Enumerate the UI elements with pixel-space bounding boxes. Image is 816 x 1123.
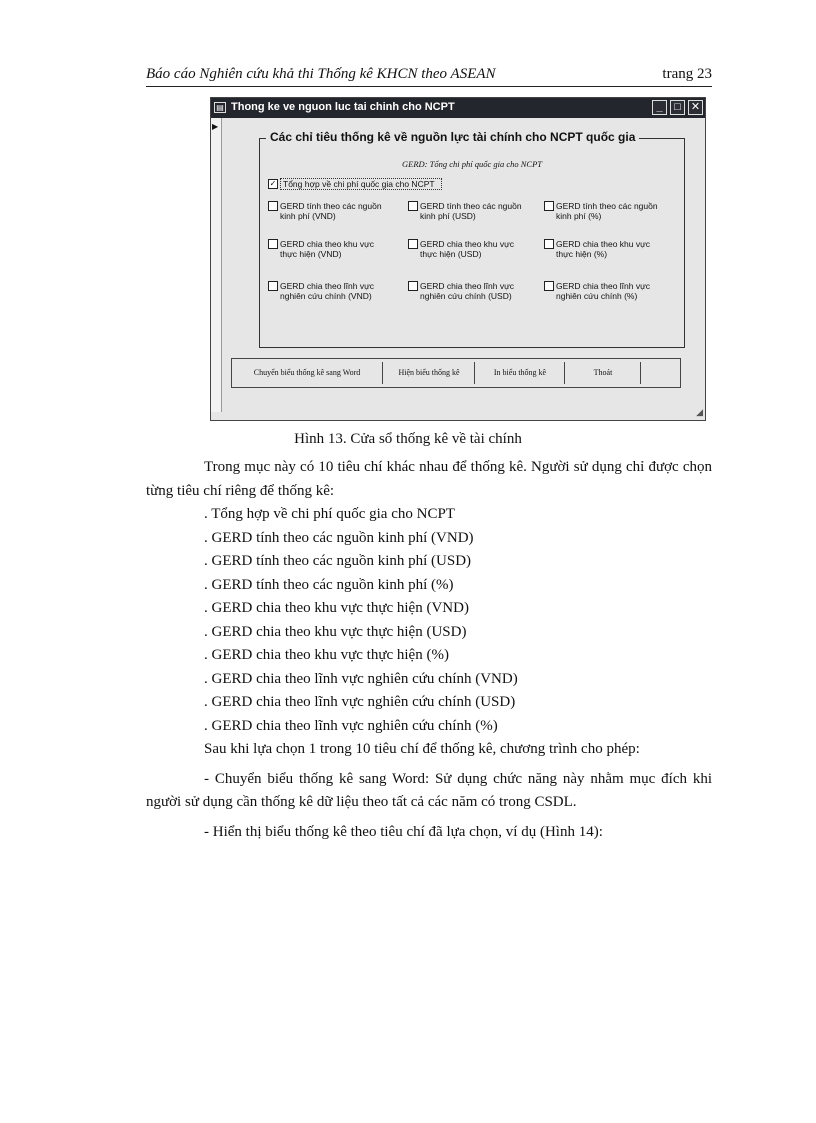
exit-button[interactable]: Thoát	[564, 362, 641, 384]
checkbox-icon[interactable]	[268, 239, 278, 249]
criteria-item: . GERD chia theo khu vực thực hiện (VND)	[204, 600, 469, 616]
minimize-button[interactable]: _	[652, 100, 667, 115]
option-checkbox[interactable]	[544, 281, 662, 321]
option-checkbox[interactable]	[544, 201, 662, 231]
export-word-button[interactable]: Chuyển biểu thống kê sang Word	[253, 368, 361, 377]
checkbox-label: GERD chia theo khu vực thực hiện (VND)	[280, 239, 375, 259]
maximize-button[interactable]: □	[670, 100, 685, 115]
option-checkbox[interactable]	[408, 239, 526, 269]
checkbox-icon[interactable]	[544, 281, 554, 291]
criteria-item: . GERD tính theo các nguồn kinh phí (USD)	[204, 553, 472, 569]
gerd-caption: GERD: Tổng chi phí quốc gia cho NCPT	[401, 159, 542, 169]
criteria-item: . GERD tính theo các nguồn kinh phí (%)	[204, 576, 454, 593]
checkbox-label: GERD chia theo khu vực thực hiện (USD)	[420, 239, 515, 259]
criteria-item: . GERD tính theo các nguồn kinh phí (VND)	[204, 529, 474, 546]
checkbox-icon[interactable]	[408, 281, 418, 291]
option-checkbox[interactable]	[268, 239, 386, 269]
criteria-item: . Tổng hợp về chi phí quốc gia cho NCPT	[204, 506, 455, 522]
criteria-item: . GERD chia theo khu vực thực hiện (USD)	[204, 623, 467, 640]
checkbox-icon[interactable]	[268, 281, 278, 291]
action-button-bar	[231, 358, 681, 388]
checkbox-label: GERD tính theo các nguồn kinh phí (USD)	[420, 201, 522, 221]
checkbox-label: GERD chia theo lĩnh vực nghiên cứu chính (%)	[556, 281, 651, 301]
checkbox-label: GERD chia theo khu vực thực hiện (%)	[556, 239, 651, 259]
criteria-item: . GERD chia theo lĩnh vực nghiên cứu chính (%)	[204, 717, 498, 734]
option-checkbox[interactable]	[268, 281, 386, 311]
show-chart-paragraph: - Hiển thị biểu thống kê theo tiêu chí đã lựa chọn, ví dụ (Hình 14):	[204, 823, 603, 840]
resize-grip-icon[interactable]: ◢	[696, 407, 703, 417]
print-chart-button[interactable]: In biểu thống kê	[474, 362, 565, 384]
statistics-window	[210, 97, 706, 421]
criteria-item: . GERD chia theo lĩnh vực nghiên cứu chính (VND)	[204, 670, 518, 687]
checkbox-checked-icon[interactable]: ✓	[269, 179, 277, 188]
body-text	[146, 456, 712, 844]
report-title: Báo cáo Nghiên cứu khả thi Thống kê KHCN theo ASEAN	[146, 66, 496, 82]
option-checkbox[interactable]	[268, 201, 386, 231]
criteria-group	[259, 130, 685, 348]
checkbox-label: GERD chia theo lĩnh vực nghiên cứu chính (VND)	[280, 281, 375, 301]
option-checkbox[interactable]	[408, 281, 526, 321]
page-header	[146, 64, 712, 87]
record-selector[interactable]	[211, 118, 222, 412]
close-button[interactable]: ✕	[688, 100, 703, 115]
checkbox-label: GERD tính theo các nguồn kinh phí (VND)	[280, 201, 382, 221]
checkbox-label: GERD tính theo các nguồn kinh phí (%)	[556, 201, 658, 221]
checkbox-label: Tổng hợp về chi phí quốc gia cho NCPT	[280, 178, 442, 190]
criteria-item: . GERD chia theo lĩnh vực nghiên cứu chính (USD)	[204, 694, 516, 710]
checkbox-icon[interactable]	[544, 201, 554, 211]
group-title: Các chỉ tiêu thống kê về nguồn lực tài chính cho NCPT quốc gia	[266, 130, 639, 144]
figure-caption: Hình 13. Cửa sổ thống kê về tài chính	[294, 431, 522, 447]
checkbox-label: GERD chia theo lĩnh vực nghiên cứu chính (USD)	[420, 281, 515, 301]
criteria-item: . GERD chia theo khu vực thực hiện (%)	[204, 647, 449, 663]
checkbox-icon[interactable]	[408, 239, 418, 249]
app-icon: ▤	[214, 102, 226, 113]
checkbox-icon[interactable]	[268, 201, 278, 211]
show-chart-button[interactable]: Hiện biểu thống kê	[382, 362, 475, 384]
window-title: Thong ke ve nguon luc tai chinh cho NCPT	[231, 101, 455, 113]
window-titlebar[interactable]	[211, 98, 705, 118]
after-paragraph: Sau khi lựa chọn 1 trong 10 tiêu chí để thống kê, chương trình cho phép:	[204, 741, 640, 757]
word-export-paragraph: - Chuyển biểu thống kê sang Word: Sử dụng chức năng này nhằm mục đích khi người sử dụng cần thống kê dữ liệu theo tất cả các năm có trong CSDL.	[146, 770, 712, 810]
record-pointer-icon: ▶	[212, 122, 219, 131]
page-number: trang 23	[662, 66, 712, 82]
checkbox-icon[interactable]	[544, 239, 554, 249]
spacer-button	[640, 362, 679, 384]
option-checkbox[interactable]	[544, 239, 662, 269]
intro-paragraph: Trong mục này có 10 tiêu chí khác nhau để thống kê. Người sử dụng chỉ được chọn từng tiêu chí riêng để thống kê:	[146, 459, 712, 499]
checkbox-icon[interactable]	[408, 201, 418, 211]
option-checkbox[interactable]	[408, 201, 526, 231]
